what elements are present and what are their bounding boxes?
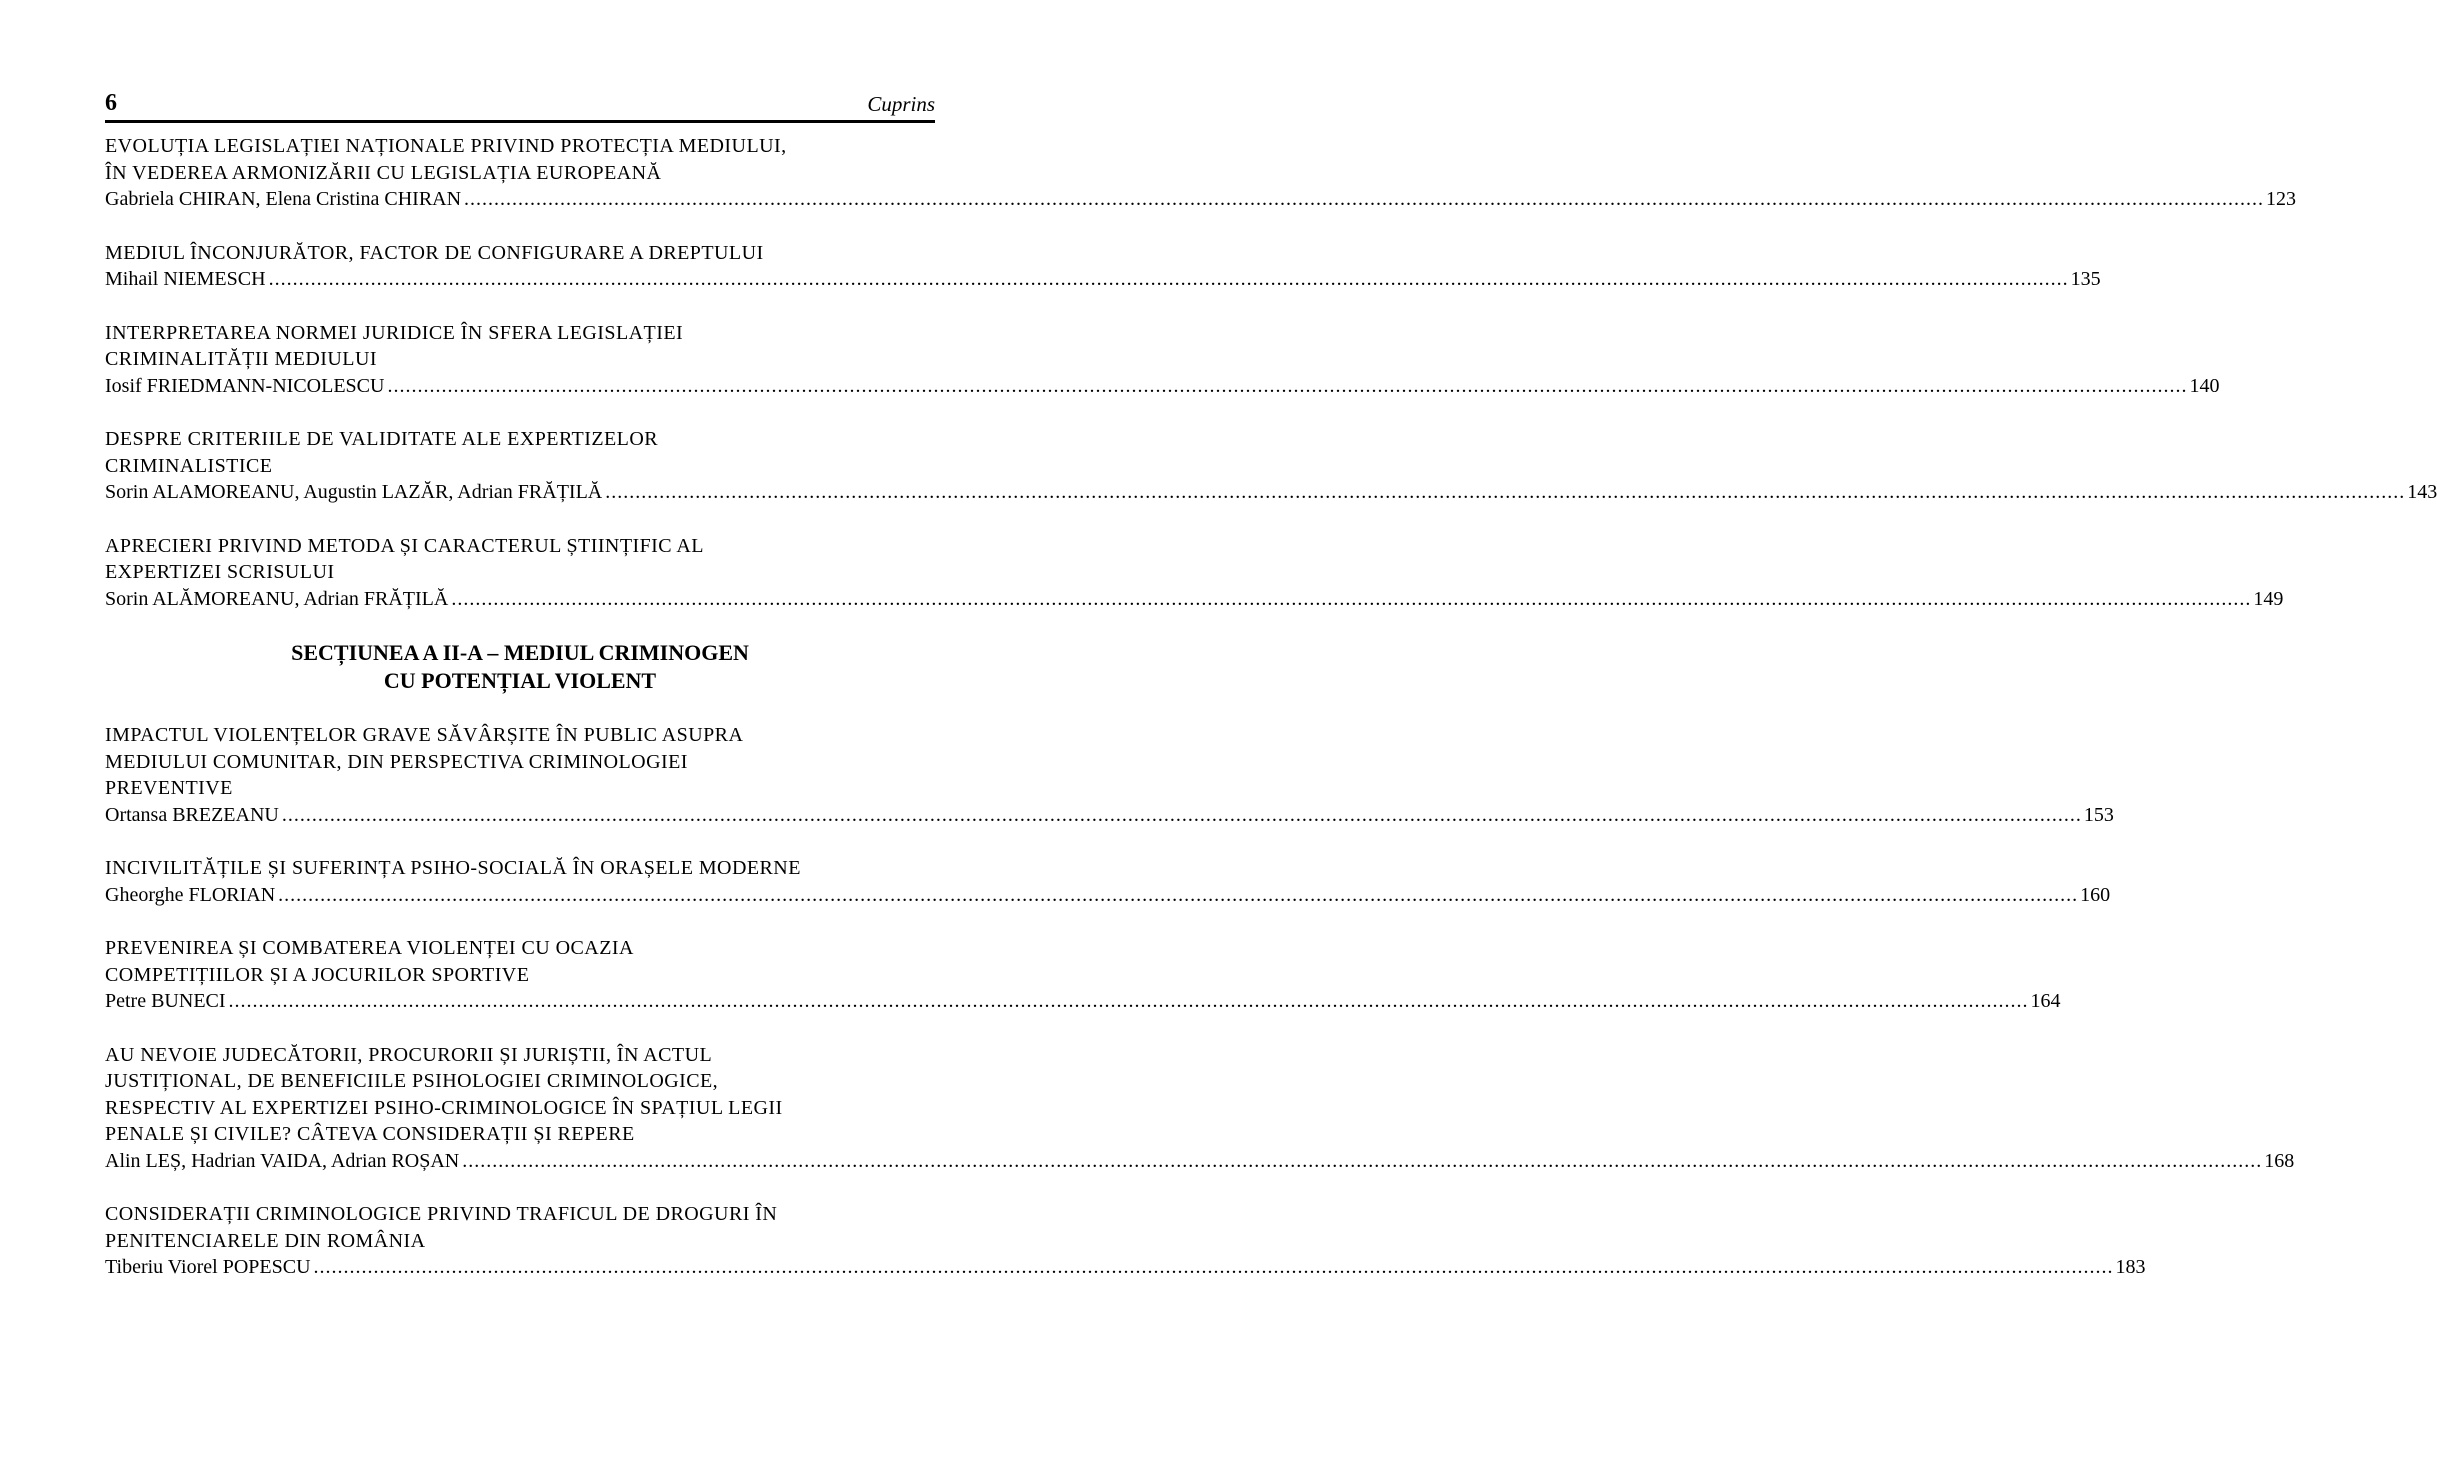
toc-entry-author-line — [105, 186, 2297, 213]
toc-group-1 — [105, 133, 2437, 612]
toc-entry — [105, 320, 2220, 400]
toc-entry-authors: Sorin ALĂMOREANU, Adrian FRĂȚILĂ — [105, 587, 449, 610]
toc-entry-title-line: INTERPRETAREA NORMEI JURIDICE ÎN SFERA LEGISLAȚIEI — [105, 321, 684, 344]
toc-entry-author-line — [105, 1148, 2295, 1175]
toc-entry-title-line: RESPECTIV AL EXPERTIZEI PSIHO-CRIMINOLOGICE ÎN SPAȚIUL LEGII — [105, 1096, 783, 1119]
toc-entry-title-line: JUSTIȚIONAL, DE BENEFICIILE PSIHOLOGIEI CRIMINOLOGICE, — [105, 1070, 719, 1092]
dot-leader: ............................................................................................................................................................................................................................................................................................................ — [387, 374, 2188, 397]
toc-entry-authors: Gabriela CHIRAN, Elena Cristina CHIRAN — [105, 188, 462, 210]
toc-entry-title-line: COMPETIȚIILOR ȘI A JOCURILOR SPORTIVE — [105, 963, 530, 986]
toc-entry-page-number: 168 — [2264, 1149, 2295, 1172]
toc-entry-title-line: DESPRE CRITERIILE DE VALIDITATE ALE EXPERTIZELOR — [105, 428, 659, 450]
toc-entry-title-line: CRIMINALITĂȚII MEDIULUI — [105, 348, 377, 370]
section-heading-line-2: CU POTENȚIAL VIOLENT — [383, 668, 657, 693]
toc-entry-title-line: MEDIULUI COMUNITAR, DIN PERSPECTIVA CRIMINOLOGIEI — [105, 750, 688, 773]
toc-entry-author-line — [105, 266, 2101, 293]
dot-leader: ............................................................................................................................................................................................................................................................................................................ — [268, 268, 2069, 290]
toc-entry — [105, 1201, 2146, 1281]
toc-entry-title-line: AU NEVOIE JUDECĂTORII, PROCURORII ȘI JURIȘTII, ÎN ACTUL — [105, 1043, 713, 1066]
toc-entry-title-line: MEDIUL ÎNCONJURĂTOR, FACTOR DE CONFIGURARE A DREPTULUI — [105, 241, 764, 264]
toc-entry-author-line — [105, 479, 2437, 506]
dot-leader: ............................................................................................................................................................................................................................................................................................................ — [464, 188, 2265, 210]
toc-entry-authors: Alin LEȘ, Hadrian VAIDA, Adrian ROȘAN — [105, 1149, 460, 1172]
toc-entry-title-line: PREVENIREA ȘI COMBATEREA VIOLENȚEI CU OCAZIA — [105, 937, 634, 959]
toc-entry — [105, 722, 2114, 828]
dot-leader: ............................................................................................................................................................................................................................................................................................................ — [605, 481, 2406, 503]
toc-entry-page-number: 123 — [2266, 188, 2297, 210]
toc-entry-authors: Mihail NIEMESCH — [105, 268, 266, 290]
toc-entry — [105, 426, 2437, 506]
toc-entry-authors: Iosif FRIEDMANN-NICOLESCU — [105, 374, 385, 397]
page-number: 6 — [105, 90, 117, 116]
toc-entry-author-line — [105, 586, 2284, 613]
toc-entry-title-line: INCIVILITĂȚILE ȘI SUFERINȚA PSIHO-SOCIALĂ ÎN ORAȘELE MODERNE — [105, 857, 801, 879]
toc-entry-author-line — [105, 1254, 2146, 1281]
section-heading-line-1: SECȚIUNEA A II-A – MEDIUL CRIMINOGEN — [291, 640, 749, 665]
toc-entry-title-line: EVOLUȚIA LEGISLAȚIEI NAȚIONALE PRIVIND PROTECȚIA MEDIULUI, — [105, 135, 787, 157]
toc-entry — [105, 935, 2061, 1015]
toc-group-2 — [105, 722, 2295, 1281]
toc-entry — [105, 133, 2297, 213]
toc-entry-authors: Ortansa BREZEANU — [105, 803, 279, 826]
page-header — [105, 88, 935, 123]
dot-leader: ............................................................................................................................................................................................................................................................................................................ — [281, 803, 2082, 826]
toc-entry-author-line — [105, 373, 2220, 400]
toc-entry-title-line: ÎN VEDEREA ARMONIZĂRII CU LEGISLAȚIA EUROPEANĂ — [105, 161, 662, 184]
toc-entry-title-line: CONSIDERAȚII CRIMINOLOGICE PRIVIND TRAFICUL DE DROGURI ÎN — [105, 1203, 778, 1225]
dot-leader: ............................................................................................................................................................................................................................................................................................................ — [451, 587, 2252, 610]
toc-entry-page-number: 153 — [2083, 803, 2114, 826]
toc-entry-title-line: APRECIERI PRIVIND METODA ȘI CARACTERUL ȘTIINȚIFIC AL — [105, 534, 704, 557]
toc-entry-title-line: EXPERTIZEI SCRISULUI — [105, 561, 335, 583]
toc-entry-title-line: PENITENCIARELE DIN ROMÂNIA — [105, 1229, 426, 1252]
toc-entry-title-line: CRIMINALISTICE — [105, 454, 273, 477]
toc-entry — [105, 533, 2284, 613]
dot-leader: ............................................................................................................................................................................................................................................................................................................ — [278, 883, 2079, 906]
toc-entry-page-number: 183 — [2115, 1256, 2146, 1278]
toc-entry — [105, 1042, 2295, 1175]
toc-entry-authors: Gheorghe FLORIAN — [105, 883, 276, 906]
toc-entry-author-line — [105, 802, 2114, 829]
toc-entry-title-line: IMPACTUL VIOLENȚELOR GRAVE SĂVÂRȘITE ÎN PUBLIC ASUPRA — [105, 724, 744, 746]
running-title: Cuprins — [867, 92, 935, 116]
toc-entry-author-line — [105, 882, 2111, 909]
toc-entry-page-number: 143 — [2407, 481, 2437, 503]
toc-entry-page-number: 140 — [2189, 374, 2220, 397]
toc-entry-authors: Tiberiu Viorel POPESCU — [105, 1256, 311, 1278]
toc-entry-title-line: PENALE ȘI CIVILE? CÂTEVA CONSIDERAȚII ȘI REPERE — [105, 1123, 635, 1145]
toc-entry-page-number: 164 — [2030, 990, 2061, 1012]
toc-entry-page-number: 135 — [2070, 268, 2101, 290]
dot-leader: ............................................................................................................................................................................................................................................................................................................ — [462, 1149, 2263, 1172]
toc-page — [105, 88, 2437, 1308]
toc-entry — [105, 240, 2101, 293]
toc-entry-authors: Petre BUNECI — [105, 990, 226, 1012]
toc-entry-authors: Sorin ALAMOREANU, Augustin LAZĂR, Adrian FRĂȚILĂ — [105, 481, 603, 503]
section-heading — [105, 639, 935, 695]
dot-leader: ............................................................................................................................................................................................................................................................................................................ — [228, 990, 2029, 1012]
toc-entry — [105, 855, 2111, 908]
toc-entry-page-number: 149 — [2253, 587, 2284, 610]
toc-entry-author-line — [105, 988, 2061, 1015]
toc-entry-title-line: PREVENTIVE — [105, 777, 233, 799]
toc-entry-page-number: 160 — [2080, 883, 2111, 906]
dot-leader: ............................................................................................................................................................................................................................................................................................................ — [313, 1256, 2114, 1278]
